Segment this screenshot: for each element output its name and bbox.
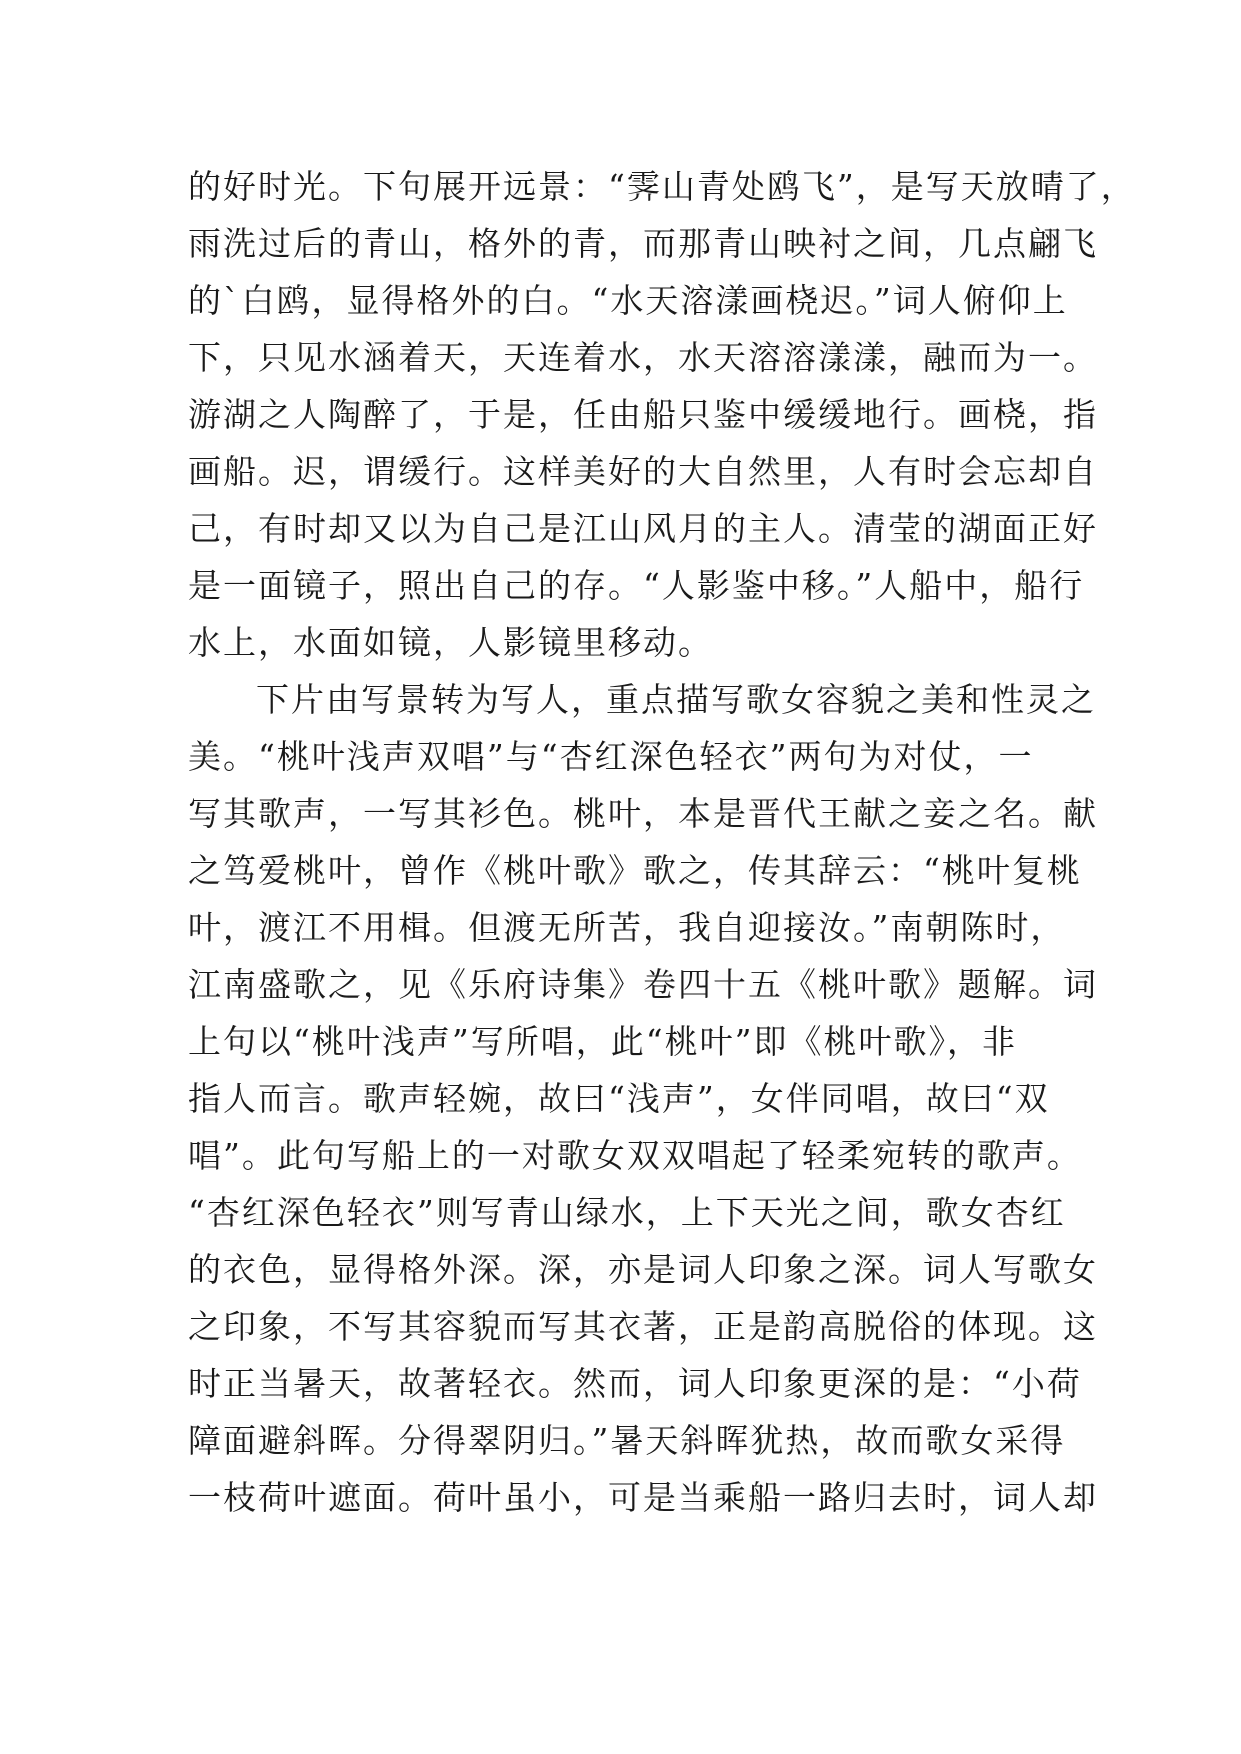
text-line: 唱”。此句写船上的一对歌女双双唱起了轻柔宛转的歌声。 [188, 1136, 1082, 1175]
text-line: 雨洗过后的青山，格外的青，而那青山映衬之间，几点翩飞 [188, 224, 1098, 263]
text-line: 之笃爱桃叶，曾作《桃叶歌》歌之，传其辞云：“桃叶复桃 [188, 851, 1082, 890]
text-line: 游湖之人陶醉了，于是，任由船只鉴中缓缓地行。画桡，指 [188, 395, 1098, 434]
text-line: 下，只见水涵着天，天连着水，水天溶溶漾漾，融而为一。 [188, 338, 1098, 377]
text-line: 时正当暑天，故著轻衣。然而，词人印象更深的是：“小荷 [188, 1364, 1082, 1403]
text-line: 上句以“桃叶浅声”写所唱，此“桃叶”即《桃叶歌》，非 [188, 1022, 1017, 1061]
text-line: “杏红深色轻衣”则写青山绿水，上下天光之间，歌女杏红 [188, 1193, 1066, 1232]
text-line: 写其歌声，一写其衫色。桃叶，本是晋代王献之妾之名。献 [188, 794, 1098, 833]
text-line: 是一面镜子，照出自己的存。“人影鉴中移。”人船中，船行 [188, 566, 1085, 605]
text-line: 指人而言。歌声轻婉，故曰“浅声”，女伴同唱，故曰“双 [188, 1079, 1050, 1118]
text-line: 的衣色，显得格外深。深，亦是词人印象之深。词人写歌女 [188, 1250, 1098, 1289]
text-line: 画船。迟，谓缓行。这样美好的大自然里，人有时会忘却自 [188, 452, 1098, 491]
body-text [188, 158, 1136, 1526]
text-line: 美。“桃叶浅声双唱”与“杏红深色轻衣”两句为对仗，一 [188, 737, 1034, 776]
text-line: 水上，水面如镜，人影镜里移动。 [188, 623, 713, 662]
text-line: 的好时光。下句展开远景：“霁山青处鸥飞”，是写天放晴了， [188, 167, 1136, 206]
text-line: 己，有时却又以为自己是江山风月的主人。清莹的湖面正好 [188, 509, 1098, 548]
paragraph-first-line: 下片由写景转为写人，重点描写歌女容貌之美和性灵之 [256, 680, 1096, 719]
text-line: 江南盛歌之，见《乐府诗集》卷四十五《桃叶歌》题解。词 [188, 965, 1098, 1004]
text-line: 障面避斜晖。分得翠阴归。”暑天斜晖犹热，故而歌女采得 [188, 1421, 1066, 1460]
text-line: 叶，渡江不用楫。但渡无所苦，我自迎接汝。”南朝陈时， [188, 908, 1066, 947]
text-line: 之印象，不写其容貌而写其衣著，正是韵高脱俗的体现。这 [188, 1307, 1098, 1346]
text-line: 一枝荷叶遮面。荷叶虽小，可是当乘船一路归去时，词人却 [188, 1478, 1098, 1517]
text-line: 的`白鸥，显得格外的白。“水天溶漾画桡迟。”词人俯仰上 [188, 281, 1068, 320]
